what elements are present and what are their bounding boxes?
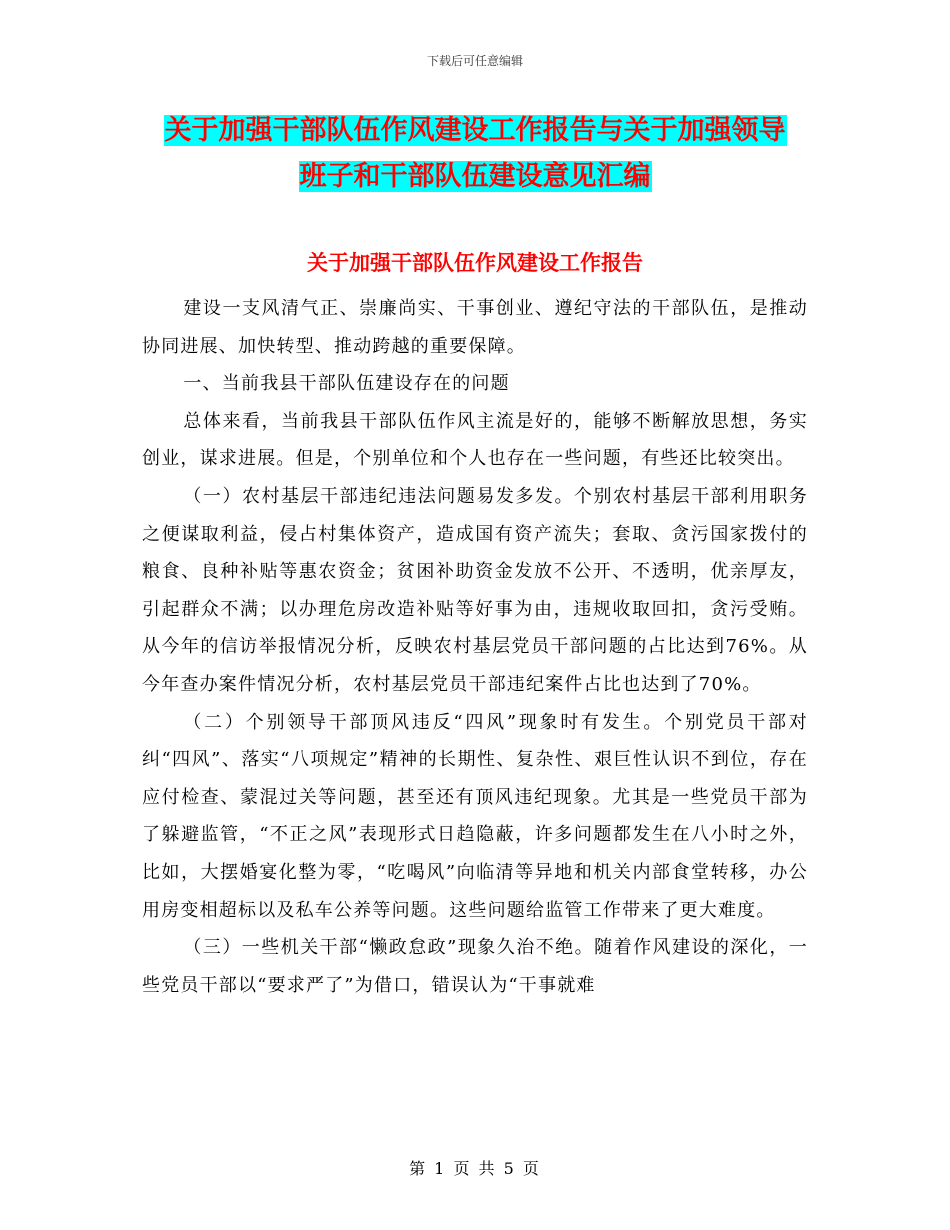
paragraph-intro: 建设一支风清气正、崇廉尚实、干事创业、遵纪守法的干部队伍，是推动协同进展、加快转型、推动跨越的重要保障。 bbox=[142, 298, 808, 357]
document-title bbox=[140, 108, 810, 200]
paragraph-item-1: （一）农村基层干部违纪违法问题易发多发。个别农村基层干部利用职务之便谋取利益，侵占村集体资产，造成国有资产流失；套取、贪污国家拨付的粮食、良种补贴等惠农资金；贫困补助资金发放不公开、不透明，优亲厚友，引起群众不满；以办理危房改造补贴等好事为由，违规收取回扣，贪污受贿。从今年的信访举报情况分析，反映农村基层党员干部问题的占比达到76%。从今年查办案件情况分析，农村基层党员干部违纪案件占比也达到了70%。 bbox=[142, 485, 808, 695]
document-title-line-2: 班子和干部队伍建设意见汇编 bbox=[299, 161, 651, 192]
paragraph-item-2: （二）个别领导干部顶风违反“四风”现象时有发生。个别党员干部对纠“四风”、落实“八项规定”精神的长期性、复杂性、艰巨性认识不到位，存在应付检查、蒙混过关等问题，甚至还有顶风违纪现象。尤其是一些党员干部为了躲避监管，“不正之风”表现形式日趋隐蔽，许多问题都发生在八小时之外，比如，大摆婚宴化整为零，“吃喝风”向临清等异地和机关内部食堂转移，办公用房变相超标以及私车公养等问题。这些问题给监管工作带来了更大难度。 bbox=[142, 711, 808, 921]
section-title: 关于加强干部队伍作风建设工作报告 bbox=[307, 250, 643, 275]
page-number: 第 1 页 共 5 页 bbox=[409, 1159, 541, 1178]
document-body bbox=[142, 290, 808, 1004]
page-header-note: 下载后可任意编辑 bbox=[426, 54, 523, 68]
paragraph-heading-problems: 一、当前我县干部队伍建设存在的问题 bbox=[183, 373, 510, 395]
document-title-line-1: 关于加强干部队伍作风建设工作报告与关于加强领导 bbox=[164, 115, 786, 146]
paragraph-item-3: （三）一些机关干部“懒政怠政”现象久治不绝。随着作风建设的深化，一些党员干部以“要求严了”为借口，错误认为“干事就难 bbox=[142, 937, 808, 996]
paragraph-overview: 总体来看，当前我县干部队伍作风主流是好的，能够不断解放思想，务实创业，谋求进展。但是，个别单位和个人也存在一些问题，有些还比较突出。 bbox=[142, 410, 808, 470]
